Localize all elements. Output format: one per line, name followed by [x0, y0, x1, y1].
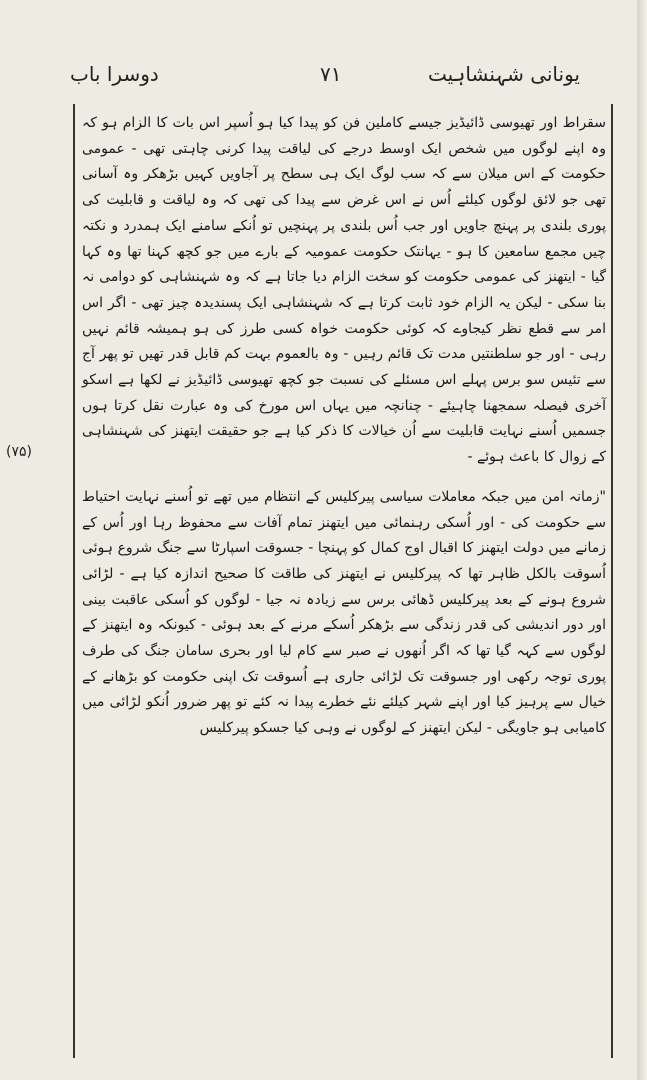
running-title: یونانی شہنشاہیت: [428, 62, 580, 86]
paragraph-2-quotation: "زمانہ امن میں جبکہ معاملات سیاسی پیرکلیس کے انتظام میں تھے تو اُسنے نہایت احتیاط سے حکومت کی - اور اُسکی رہنمائی میں ایتھنز تمام آفات سے محفوظ رہا اور اُس کے زمانے میں دولت ایتھنز کا اقبال اوج کمال کو پہنچا - جسوقت اسپارٹا سے جنگ شروع ہوئی اُسوقت بالکل ظاہر تھا کہ پیرکلیس نے ایتھنز کی طاقت کا صحیح اندازہ کیا ہے - لڑائی شروع ہونے کے بعد پیرکلیس ڈھائی برس سے زیادہ نہ جیا - لوگوں کو اُسکی عاقبت بینی اور دور اندیشی کی قدر زندگی سے بڑھکر اُسکے مرنے کے بعد ہوئی - کیونکہ وہ ایتھنز کے لوگوں سے کہہ گیا تھا کہ اگر اُنھوں نے صبر سے کام لیا اور بحری سامان جنگ کی طرف پوری توجہ رکھی اور جسوقت تک لڑائی جاری ہے اُسوقت تک اپنی حکومت کو بڑھانے کے خیال سے پرہیز کیا اور اپنے شہر کیلئے نئے خطرے پیدا نہ کئے تو پھر ضرور اُنکو لڑائی میں کامیابی ہو جاویگی - لیکن ایتھنز کے لوگوں نے وہی کیا جسکو پیرکلیس: [82, 488, 606, 737]
page-header: [60, 60, 620, 100]
page-number: ۷۱: [320, 62, 342, 86]
chapter-label: دوسرا باب: [70, 62, 159, 86]
paragraph-1: سقراط اور تھیوسی ڈائیڈیز جیسے کاملین فن کو پیدا کیا ہو اُسپر اس بات کا الزام ہو کہ وہ اپنے لوگوں میں شخص ایک اوسط درجے کی لیاقت پیدا کرنی چاہتی تھی - عمومی حکومت کے اس میلان سے کہ سب لوگ ایک ہی سطح پر آجاویں کہیں بڑھکر وہ آسانی تھی جو لائق لوگوں کیلئے اُس نے اس غرض سے پیدا کی تھی کہ وہ لیاقت و قابلیت کی پوری بلندی پر پہنچ جاویں اور جب اُس بلندی پر پہنچیں تو اُنکے سامنے ایک ہمدرد و نکتہ چیں مجمع سامعین کا ہو - یہانتک حکومت عمومیہ کے بارے میں جو کچھ کہنا تھا وہ کہا گیا - ایتھنز کی عمومی حکومت کو سخت الزام دیا جاتا ہے کہ وہ شہنشاہی کو دوامی نہ بنا سکی - لیکن یہ الزام خود ثابت کرتا ہے کہ شہنشاہی ایک پسندیدہ چیز تھی - اگر اس امر سے قطع نظر کیجاوے کہ کوئی حکومت خواہ کسی طرز کی ہو ہمیشہ قائم نہیں رہی - اور جو سلطنتیں مدت تک قائم رہیں - وہ بالعموم بہت کم قابل قدر تھیں تو پھر آج سے تئیس سو برس پہلے اس مسئلے کی نسبت جو کچھ تھیوسی ڈائیڈیز نے لکھا ہے اسکو آخری فیصلہ سمجھنا چاہیئے - چنانچہ میں یہاں اس مورخ کی وہ عبارت نقل کرتا ہوں جسمیں اُسنے نہایت قابلیت سے اُن خیالات کا ذکر کیا ہے جو حقیقت ایتھنز کی شہنشاہی کے زوال کا باعث ہوئے -: [82, 115, 606, 466]
margin-reference-number: (۷۵): [6, 444, 32, 460]
page-edge-shadow: [637, 0, 647, 1080]
body-text: [82, 111, 606, 742]
